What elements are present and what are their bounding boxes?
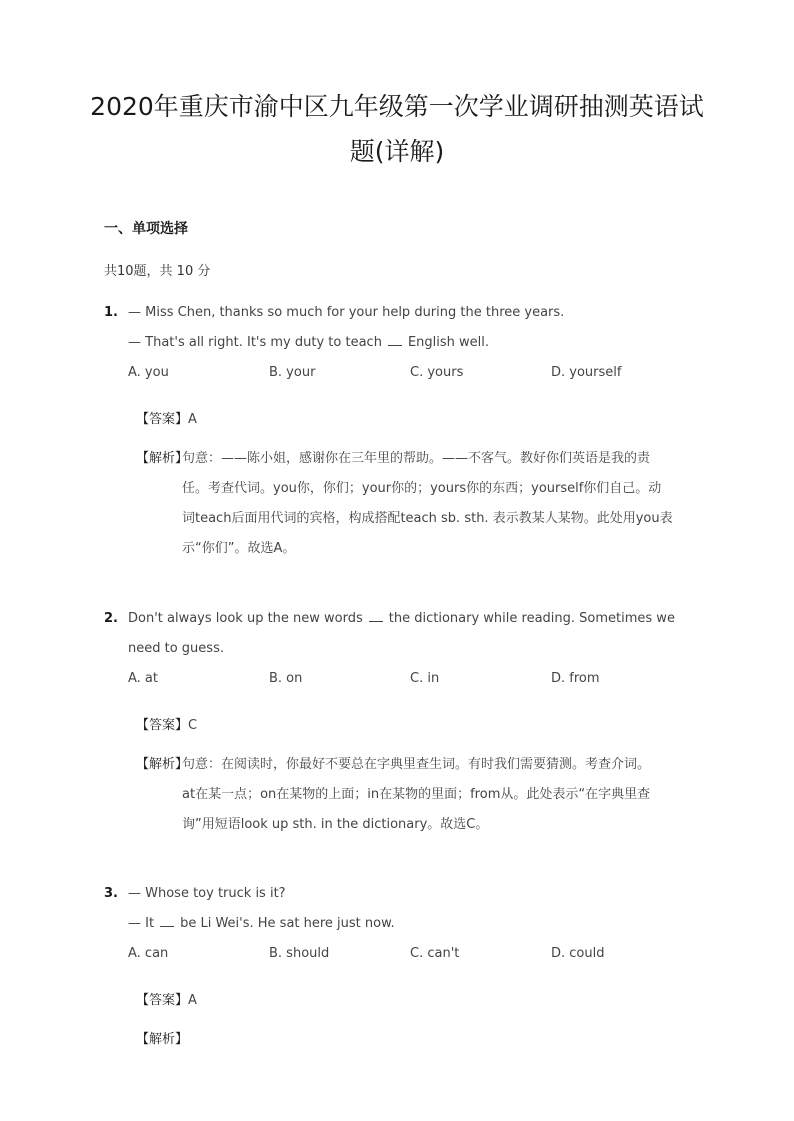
answer-blank — [160, 914, 174, 927]
question-2 — [104, 611, 694, 840]
answer — [136, 405, 694, 435]
analysis-line: 任。考查代词。you你，你们；your你的；yours你的东西；yourself你们自己。动 — [182, 481, 662, 496]
option-a: A. can — [128, 946, 169, 961]
option-d: D. yourself — [551, 365, 622, 380]
question-number: 1. — [104, 305, 118, 320]
section-summary: 共10题，共 10 分 — [104, 264, 211, 279]
answer — [136, 986, 694, 1016]
option-b: B. your — [269, 365, 316, 380]
question-1 — [104, 305, 694, 564]
question-number: 3. — [104, 886, 118, 901]
option-a: A. you — [128, 365, 169, 380]
analysis — [136, 750, 694, 840]
question-text: the dictionary while reading. Sometimes we — [388, 611, 675, 626]
question-text: — That's all right. It's my duty to teach — [128, 335, 382, 350]
analysis-label: 【解析】 — [136, 1032, 189, 1047]
question-text: be Li Wei's. He sat here just now. — [180, 916, 395, 931]
analysis-line: at在某一点；on在某物的上面；in在某物的里面；from从。此处表示“在字典里查 — [182, 787, 651, 802]
options — [128, 664, 694, 694]
answer-value: A — [188, 412, 197, 427]
question-line: — Miss Chen, thanks so much for your help during the three years. — [128, 305, 565, 320]
question-text: Don't always look up the new words — [128, 611, 363, 626]
answer-label: 【答案】 — [136, 993, 189, 1008]
options — [128, 939, 694, 969]
question-line — [128, 604, 694, 634]
analysis-label: 【解析】 — [136, 757, 189, 772]
title-line-2: 题(详解) — [349, 137, 445, 166]
analysis — [136, 1025, 694, 1055]
question-text: English well. — [407, 335, 489, 350]
option-b: B. on — [269, 671, 303, 686]
question-line — [128, 909, 694, 939]
analysis-line: 示“你们”。故选A。 — [182, 541, 296, 556]
options — [128, 358, 694, 388]
question-number: 2. — [104, 611, 118, 626]
answer-label: 【答案】 — [136, 412, 189, 427]
analysis — [136, 444, 694, 564]
answer — [136, 711, 694, 741]
answer-value: C — [188, 718, 198, 733]
question-line: need to guess. — [128, 641, 224, 656]
document-title — [70, 84, 724, 174]
answer-value: A — [188, 993, 197, 1008]
section-heading: 一、单项选择 — [104, 221, 188, 237]
answer-blank — [369, 609, 383, 622]
analysis-line: 句意：在阅读时，你最好不要总在字典里查生词。有时我们需要猜测。考查介词。 — [182, 757, 651, 772]
analysis-line: 询”用短语look up sth. in the dictionary。故选C。 — [182, 817, 489, 832]
option-c: C. in — [410, 671, 440, 686]
option-b: B. should — [269, 946, 330, 961]
option-c: C. yours — [410, 365, 464, 380]
answer-label: 【答案】 — [136, 718, 189, 733]
analysis-label: 【解析】 — [136, 451, 189, 466]
option-d: D. could — [551, 946, 605, 961]
question-line: — Whose toy truck is it? — [128, 886, 286, 901]
option-d: D. from — [551, 671, 600, 686]
analysis-line: 词teach后面用代词的宾格，构成搭配teach sb. sth. 表示教某人某物。此处用you表 — [182, 511, 673, 526]
answer-blank — [388, 333, 402, 346]
option-a: A. at — [128, 671, 158, 686]
analysis-line: 句意：——陈小姐，感谢你在三年里的帮助。——不客气。教好你们英语是我的责 — [182, 451, 651, 466]
question-3 — [104, 886, 694, 1055]
question-text: — It — [128, 916, 155, 931]
option-c: C. can't — [410, 946, 460, 961]
question-line — [128, 328, 694, 358]
title-line-1: 2020年重庆市渝中区九年级第一次学业调研抽测英语试 — [90, 92, 704, 121]
